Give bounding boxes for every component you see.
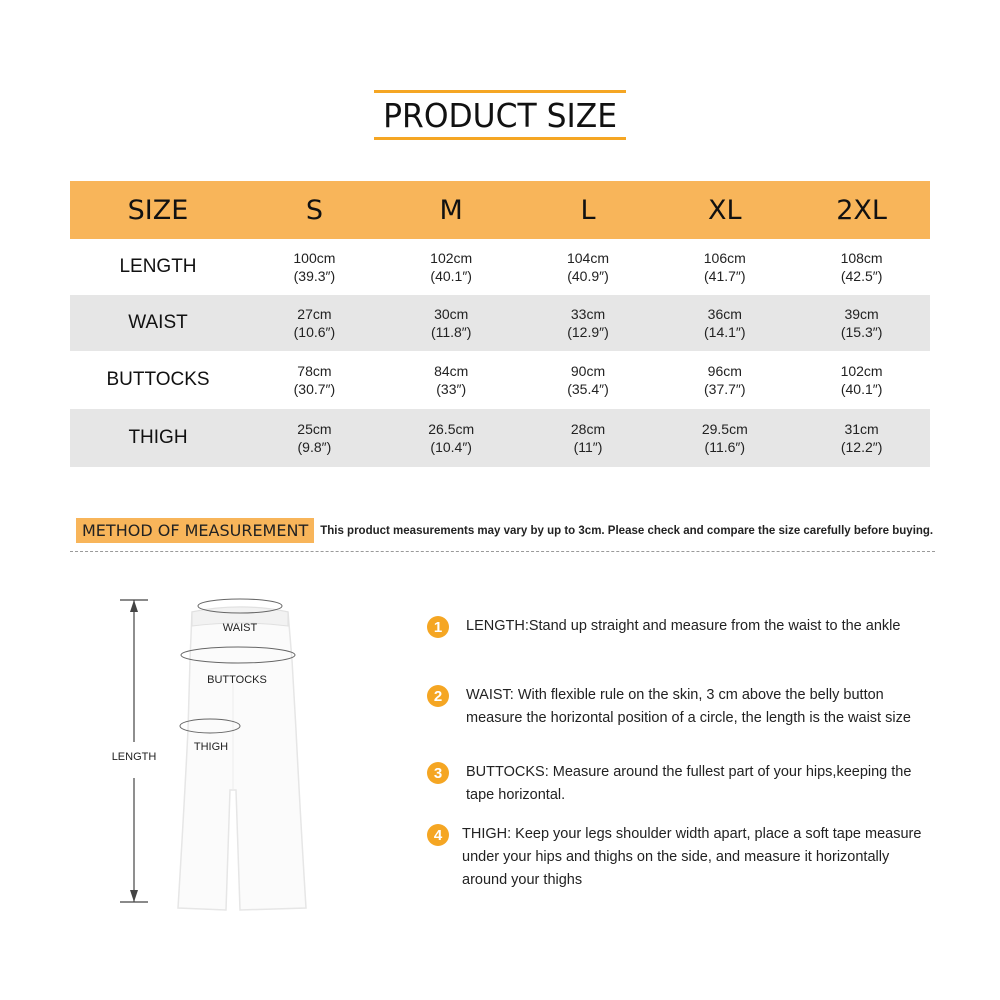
step-text: THIGH: Keep your legs shoulder width apart, place a soft tape measure under your hips and thighs on the side, and measure it horizontally around your thighs (462, 826, 922, 888)
step-thigh (427, 823, 932, 892)
cell: 39cm (15.3″) (793, 295, 930, 351)
cell: 33cm (12.9″) (520, 295, 657, 351)
cell: 84cm (33″) (434, 363, 469, 397)
row-label-length: LENGTH (119, 256, 197, 277)
step-number-badge: 3 (427, 762, 449, 784)
cell: 36cm (14.1″) (656, 295, 793, 351)
table-row-thigh (70, 409, 930, 467)
cell: 26.5cm (10.4″) (383, 409, 520, 467)
table-row-waist (70, 295, 930, 351)
step-number-badge: 1 (427, 616, 449, 638)
cell: 90cm (35.4″) (567, 363, 609, 397)
row-label-buttocks: BUTTOCKS (106, 369, 210, 390)
buttocks-label: BUTTOCKS (207, 674, 267, 686)
cell: 104cm (40.9″) (566, 250, 609, 284)
step-text: WAIST: With flexible rule on the skin, 3 cm above the belly button measure the horizontal position of a circle, the length is the waist size (466, 687, 911, 726)
table-row-buttocks (70, 351, 930, 409)
size-header-row (70, 181, 930, 239)
length-label: LENGTH (111, 751, 157, 763)
step-length (427, 615, 906, 638)
cell: 25cm (9.8″) (246, 409, 383, 467)
cell: 102cm (40.1″) (840, 363, 883, 397)
step-text: BUTTOCKS: Measure around the fullest part of your hips,keeping the tape horizontal. (466, 764, 912, 803)
table-row-length (70, 239, 930, 295)
header-m: M (383, 181, 520, 239)
waist-label: WAIST (222, 622, 258, 634)
cell: 102cm (40.1″) (430, 250, 473, 284)
thigh-label: THIGH (193, 741, 229, 753)
cell: 27cm (10.6″) (246, 295, 383, 351)
method-of-measurement (76, 518, 933, 543)
size-table (70, 181, 930, 467)
cell: 106cm (41.7″) (703, 250, 746, 284)
pants-diagram (100, 590, 350, 930)
flare-pants-image (178, 607, 306, 910)
row-label-waist: WAIST (70, 295, 246, 351)
dashed-divider (70, 551, 935, 552)
header-xl: XL (656, 181, 793, 239)
title-frame (374, 90, 626, 140)
header-size: SIZE (70, 181, 246, 239)
cell: 29.5cm (11.6″) (656, 409, 793, 467)
header-2xl: 2XL (793, 181, 930, 239)
cell: 31cm (12.2″) (793, 409, 930, 467)
method-note: This product measurements may vary by up to 3cm. Please check and compare the size carefully before buying. (320, 524, 934, 537)
header-s: S (246, 181, 383, 239)
cell: 96cm (37.7″) (704, 363, 746, 397)
page-title: PRODUCT SIZE (383, 95, 617, 135)
cell: 78cm (30.7″) (293, 363, 336, 397)
header-l: L (520, 181, 657, 239)
cell: 30cm (11.8″) (383, 295, 520, 351)
cell: 108cm (42.5″) (840, 250, 883, 284)
cell: 100cm (39.3″) (293, 250, 336, 284)
step-number-badge: 4 (427, 824, 449, 846)
step-buttocks (427, 761, 936, 807)
cell: 28cm (11″) (520, 409, 657, 467)
step-number-badge: 2 (427, 685, 449, 707)
method-label: METHOD OF MEASUREMENT (76, 518, 314, 543)
row-label-thigh: THIGH (70, 409, 246, 467)
step-text: LENGTH:Stand up straight and measure from the waist to the ankle (466, 618, 901, 634)
step-waist (427, 684, 936, 730)
